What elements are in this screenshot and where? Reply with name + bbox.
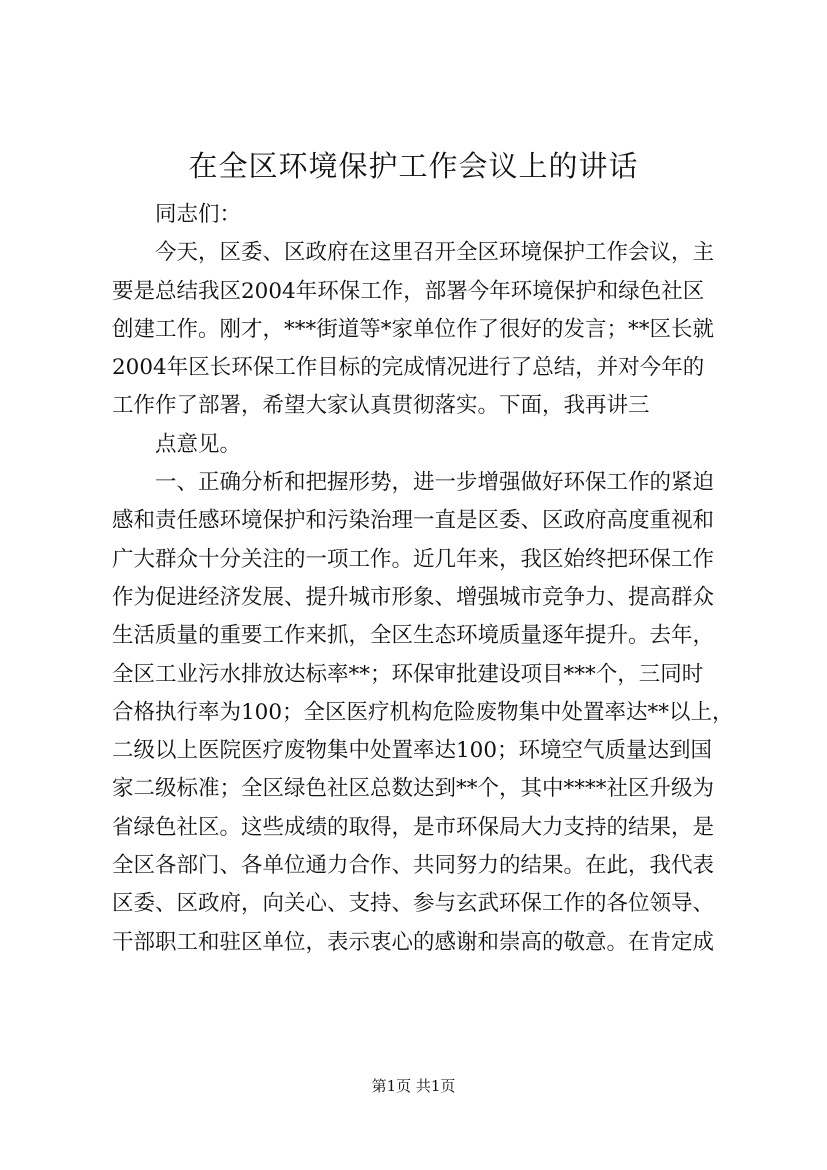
body-line: 同志们： xyxy=(155,202,242,227)
body-line: 2004年区长环保工作目标的完成情况进行了总结，并对今年的 xyxy=(112,355,705,381)
body-line: 工作作了部署，希望大家认真贯彻落实。下面，我再讲三 xyxy=(112,393,650,419)
body-line: 生活质量的重要工作来抓，全区生态环境质量逐年提升。去年， xyxy=(112,623,715,649)
document-body xyxy=(112,196,742,962)
document-title: 在全区环境保护工作会议上的讲话 xyxy=(188,149,639,183)
page-footer: 第1页 共1页 xyxy=(371,1077,456,1095)
body-line: 全区各部门、各单位通力合作、共同努力的结果。在此，我代表 xyxy=(112,853,715,879)
body-line: 点意见。 xyxy=(155,431,242,457)
body-line: 广大群众十分关注的一项工作。近几年来，我区始终把环保工作 xyxy=(112,546,715,572)
body-line: 二级以上医院医疗废物集中处置率达100；环境空气质量达到国 xyxy=(112,738,713,764)
body-line: 感和责任感环境保护和污染治理一直是区委、区政府高度重视和 xyxy=(112,508,715,534)
body-line: 要是总结我区2004年环保工作，部署今年环境保护和绿色社区 xyxy=(112,278,705,304)
body-line: 作为促进经济发展、提升城市形象、增强城市竞争力、提高群众 xyxy=(112,584,715,610)
body-line: 一、正确分析和把握形势，进一步增强做好环保工作的紧迫 xyxy=(155,470,715,496)
body-line: 区委、区政府，向关心、支持、参与玄武环保工作的各位领导、 xyxy=(112,891,715,917)
body-line: 省绿色社区。这些成绩的取得，是市环保局大力支持的结果，是 xyxy=(112,814,715,840)
body-line: 干部职工和驻区单位，表示衷心的感谢和崇高的敬意。在肯定成 xyxy=(112,929,715,955)
body-line: 合格执行率为100；全区医疗机构危险废物集中处置率达**以上， xyxy=(112,699,734,725)
body-line: 创建工作。刚才，***街道等*家单位作了很好的发言；**区长就 xyxy=(112,316,715,342)
body-line: 今天，区委、区政府在这里召开全区环境保护工作会议，主 xyxy=(155,240,715,266)
body-line: 家二级标准；全区绿色社区总数达到**个，其中****社区升级为 xyxy=(112,776,715,802)
body-line: 全区工业污水排放达标率**；环保审批建设项目***个，三同时 xyxy=(112,661,704,687)
